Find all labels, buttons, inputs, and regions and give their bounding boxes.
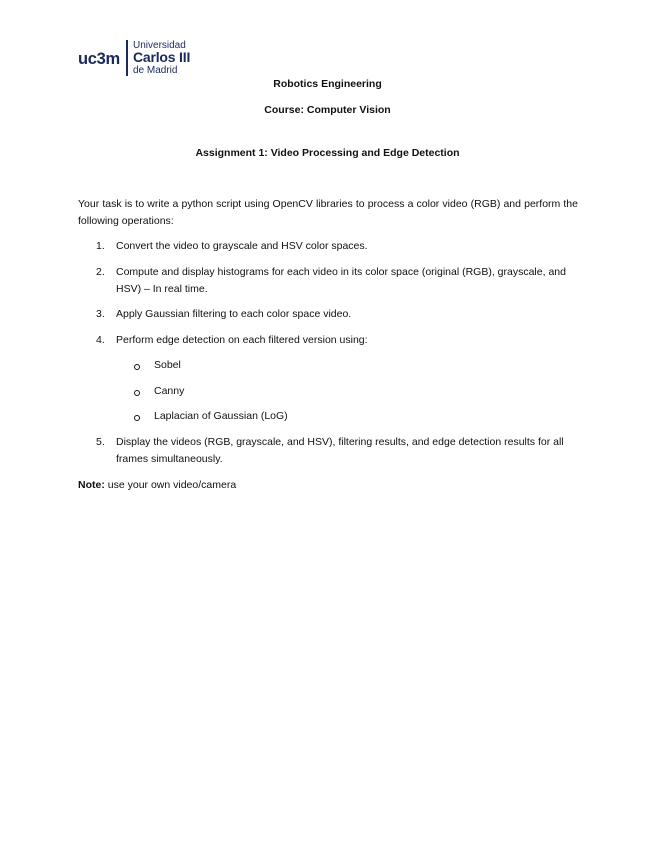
course-title: Course: Computer Vision — [264, 104, 391, 116]
list-number: 2. — [96, 266, 105, 278]
logo-line-1: Universidad — [133, 40, 186, 51]
assignment-title: Assignment 1: Video Processing and Edge Detection — [195, 147, 460, 159]
list-number: 5. — [96, 436, 105, 448]
list-number: 1. — [96, 240, 105, 252]
method-canny: Canny — [154, 385, 185, 397]
logo-line-2: Carlos III — [133, 49, 191, 65]
method-log: Laplacian of Gaussian (LoG) — [154, 410, 288, 422]
logo-line-3: de Madrid — [133, 65, 178, 76]
logo-uc3m: uc3m — [78, 50, 120, 68]
program-title: Robotics Engineering — [273, 78, 382, 90]
note-text: use your own video/camera — [104, 479, 237, 491]
list-text: Perform edge detection on each filtered version using: — [116, 334, 368, 346]
list-text: Display the videos (RGB, grayscale, and HSV), filtering results, and edge detection results for all frames simultaneously. — [116, 436, 564, 465]
logo-divider — [126, 40, 128, 76]
intro-paragraph: Your task is to write a python script using OpenCV libraries to process a color video (RGB) and perform the following operations: — [78, 198, 578, 227]
list-text: Apply Gaussian filtering to each color space video. — [116, 308, 352, 320]
bullet-circle-icon — [134, 415, 140, 421]
note — [78, 477, 236, 494]
list-number: 4. — [96, 334, 105, 346]
method-sobel: Sobel — [154, 359, 181, 371]
university-logo — [78, 40, 228, 78]
note-label: Note: — [78, 479, 105, 491]
list-text: Convert the video to grayscale and HSV color spaces. — [116, 240, 368, 252]
bullet-circle-icon — [134, 390, 140, 396]
bullet-circle-icon — [134, 364, 140, 370]
list-number: 3. — [96, 308, 105, 320]
list-text: Compute and display histograms for each video in its color space (original (RGB), grayscale, and HSV) – In real time. — [116, 266, 566, 295]
